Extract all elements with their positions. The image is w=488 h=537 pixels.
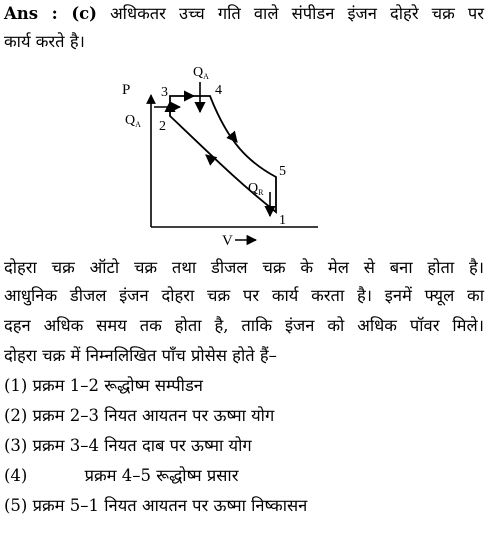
answer-text-2: कार्य करते है।	[4, 32, 85, 51]
process-item-3	[4, 436, 484, 456]
paragraph-line-3: दहन अधिक समय तक होता है, ताकि इंजन को अधिक पॉवर मिले।	[4, 316, 484, 335]
point-label-1: 1	[279, 213, 286, 228]
process-number: (2)	[4, 406, 28, 425]
point-label-4: 4	[215, 83, 222, 98]
process-item-5	[4, 496, 484, 516]
dual-cycle-pv-diagram	[118, 62, 338, 252]
paragraph-line-1: दोहरा चक्र ऑटो चक्र तथा डीजल चक्र के मेल से बना होता है।	[4, 258, 484, 277]
answer-line-1	[4, 4, 484, 24]
process-text: प्रक्रम 3–4 नियत दाब पर ऊष्मा योग	[32, 436, 252, 455]
paragraph-line-2: आधुनिक डीजल इंजन दोहरा चक्र पर कार्य करता है। इनमें फ्यूल का	[4, 286, 484, 305]
process-number: (1)	[4, 376, 28, 395]
process-text: प्रक्रम 1–2 रूद्धोष्म सम्पीडन	[32, 376, 203, 395]
point-label-2: 2	[159, 119, 166, 134]
process-text: प्रक्रम 4–5 रूद्धोष्म प्रसार	[84, 466, 239, 485]
process-text: प्रक्रम 2–3 नियत आयतन पर ऊष्मा योग	[32, 406, 275, 425]
process-item-1	[4, 376, 484, 396]
answer-text-1: अधिकतर उच्च गति वाले संपीडन इंजन दोहरे चक्र पर	[110, 4, 484, 23]
y-axis-label: P	[122, 82, 131, 98]
point-label-5: 5	[279, 164, 286, 179]
point-label-3: 3	[161, 85, 168, 100]
paragraph-line-4: दोहरा चक्र में निम्नलिखित पाँच प्रोसेस होते हैं–	[4, 346, 277, 365]
process-item-4	[4, 466, 484, 486]
process-number: (5)	[4, 496, 28, 515]
process-number: (3)	[4, 436, 28, 455]
heat-label-qa-top: $Q_A$	[193, 65, 209, 81]
heat-label-qa-left: $Q_A$	[125, 113, 141, 129]
heat-label-qr: $Q_R$	[248, 181, 264, 197]
process-item-2	[4, 406, 484, 426]
process-text: प्रक्रम 5–1 नियत आयतन पर ऊष्मा निष्कासन	[32, 496, 308, 515]
answer-label: Ans : (c)	[4, 4, 97, 23]
answer-line-2	[4, 32, 484, 52]
x-axis-label: V	[222, 233, 233, 249]
process-number: (4)	[4, 466, 28, 485]
